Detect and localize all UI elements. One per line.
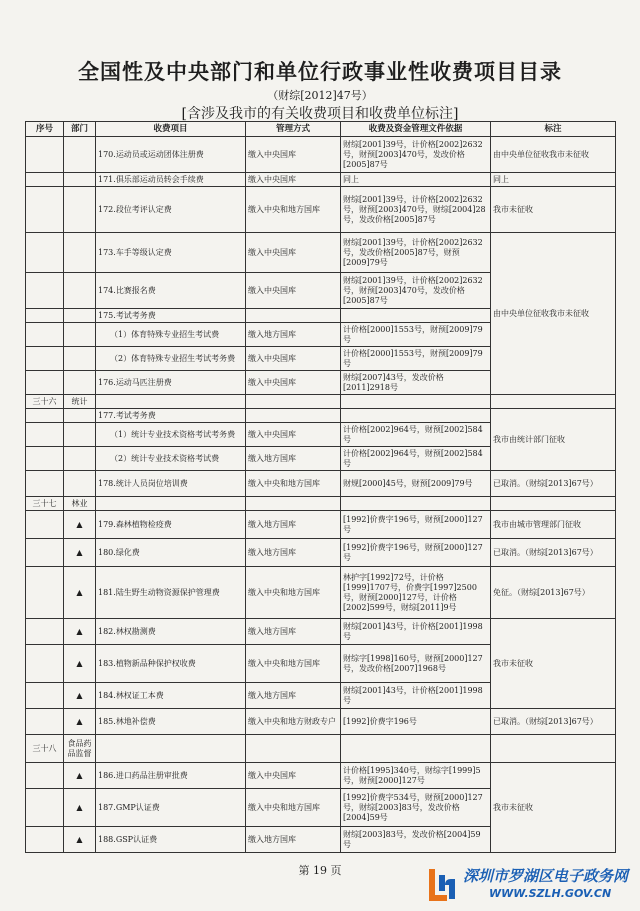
watermark-cn: 深圳市罗湖区电子政务网 <box>463 867 629 885</box>
watermark-en: WWW.SZLH.GOV.CN <box>489 887 612 900</box>
seq-cell <box>26 273 64 309</box>
basis-cell: 财综[2003]83号，发改价格[2004]59号 <box>341 827 491 853</box>
mark-cell: ▲ <box>64 789 96 827</box>
seq-cell <box>26 187 64 233</box>
table-row <box>26 763 616 789</box>
seq-cell <box>26 409 64 423</box>
table-row <box>26 137 616 173</box>
basis-cell: 财综[2001]39号，计价格[2002]2632号，财预[2003]470号，发改价格[2005]87号 <box>341 273 491 309</box>
basis-cell: 财综[2001]39号，计价格[2002]2632号，发改价格[2005]87号，财预[2009]79号 <box>341 233 491 273</box>
watermark-logo <box>425 863 635 907</box>
mark-cell: ▲ <box>64 709 96 735</box>
table-row <box>26 471 616 497</box>
basis-cell: [1992]价费字196号 <box>341 709 491 735</box>
seq-cell <box>26 137 64 173</box>
remark-cell: 已取消。（财综[2013]67号） <box>491 471 616 497</box>
mgmt-cell: 缴入中央国库 <box>246 347 341 371</box>
mgmt-cell: 缴入中央和地方国库 <box>246 789 341 827</box>
dept-cell: 统计 <box>64 395 96 409</box>
seq-cell <box>26 347 64 371</box>
basis-cell <box>341 497 491 511</box>
item-cell: 177.考试考务费 <box>96 409 246 423</box>
seq-cell <box>26 423 64 447</box>
mgmt-cell <box>246 497 341 511</box>
dept-cell <box>64 347 96 371</box>
item-cell: 183.植物新品种保护权收费 <box>96 645 246 683</box>
dept-cell <box>64 371 96 395</box>
basis-cell: [1992]价费字534号，财预[2000]127号，财综[2003]83号，发改价格[2004]59号 <box>341 789 491 827</box>
item-cell: 176.运动马匹注册费 <box>96 371 246 395</box>
basis-cell <box>341 309 491 323</box>
mgmt-cell: 缴入地方国库 <box>246 619 341 645</box>
remark-cell: 已取消。（财综[2013]67号） <box>491 539 616 567</box>
item-cell: （2）统计专业技术资格考试费 <box>96 447 246 471</box>
basis-cell: 财综[2001]43号，计价格[2001]1998号 <box>341 683 491 709</box>
mgmt-cell: 缴入中央国库 <box>246 137 341 173</box>
seq-cell: 三十六 <box>26 395 64 409</box>
remark-cell: 我市未征收 <box>491 187 616 233</box>
dept-cell <box>64 323 96 347</box>
item-cell: 184.林权证工本费 <box>96 683 246 709</box>
seq-cell <box>26 709 64 735</box>
item-cell: 172.段位考评认定费 <box>96 187 246 233</box>
seq-cell <box>26 447 64 471</box>
item-cell <box>96 735 246 763</box>
item-cell: 170.运动员或运动团体注册费 <box>96 137 246 173</box>
seq-cell <box>26 371 64 395</box>
basis-cell: 财综[2007]43号，发改价格[2011]2918号 <box>341 371 491 395</box>
remark-cell: 由中央单位征收我市未征收 <box>491 137 616 173</box>
basis-cell <box>341 395 491 409</box>
col-header-dept: 部门 <box>64 122 96 137</box>
remark-cell: 我市由城市管理部门征收 <box>491 511 616 539</box>
basis-cell: 计价格[2002]964号，财预[2002]584号 <box>341 423 491 447</box>
item-cell: 175.考试考务费 <box>96 309 246 323</box>
dept-cell <box>64 137 96 173</box>
dept-row <box>26 395 616 409</box>
table-row <box>26 173 616 187</box>
seq-cell <box>26 827 64 853</box>
dept-cell <box>64 423 96 447</box>
dept-cell <box>64 447 96 471</box>
remark-cell <box>491 395 616 409</box>
table-row <box>26 709 616 735</box>
dept-cell <box>64 233 96 273</box>
basis-cell: 财综[2001]39号，计价格[2002]2632号，财预[2003]470号，财综[2004]28号，发改价格[2005]87号 <box>341 187 491 233</box>
dept-cell <box>64 187 96 233</box>
table-row <box>26 567 616 619</box>
remark-cell: 同上 <box>491 173 616 187</box>
mark-cell: ▲ <box>64 539 96 567</box>
remark-cell: 我市未征收 <box>491 619 616 709</box>
seq-cell <box>26 233 64 273</box>
mgmt-cell: 缴入中央国库 <box>246 273 341 309</box>
mgmt-cell: 缴入中央和地方国库 <box>246 471 341 497</box>
remark-cell: 免征。（财综[2013]67号） <box>491 567 616 619</box>
mgmt-cell: 缴入地方国库 <box>246 827 341 853</box>
seq-cell <box>26 323 64 347</box>
seq-cell <box>26 683 64 709</box>
item-cell: 180.绿化费 <box>96 539 246 567</box>
item-cell: 181.陆生野生动物资源保护管理费 <box>96 567 246 619</box>
basis-cell: 财综[2001]39号，计价格[2002]2632号，财预[2003]470号，发改价格[2005]87号 <box>341 137 491 173</box>
mgmt-cell: 缴入地方国库 <box>246 323 341 347</box>
item-cell: （2）体育特殊专业招生考试考务费 <box>96 347 246 371</box>
mgmt-cell <box>246 735 341 763</box>
mgmt-cell: 缴入地方国库 <box>246 539 341 567</box>
seq-cell <box>26 567 64 619</box>
remark-cell <box>491 735 616 763</box>
seq-cell <box>26 309 64 323</box>
mark-cell: ▲ <box>64 645 96 683</box>
remark-cell <box>491 497 616 511</box>
mgmt-cell: 缴入中央和地方国库 <box>246 645 341 683</box>
seq-cell <box>26 645 64 683</box>
dept-cell <box>64 471 96 497</box>
dept-row <box>26 735 616 763</box>
remark-cell: 由中央单位征收我市未征收 <box>491 233 616 395</box>
mark-cell: ▲ <box>64 567 96 619</box>
table-row <box>26 409 616 423</box>
lh-logo-icon <box>425 865 459 903</box>
table-row <box>26 187 616 233</box>
mgmt-cell: 缴入中央国库 <box>246 233 341 273</box>
mgmt-cell <box>246 395 341 409</box>
basis-cell: 同上 <box>341 173 491 187</box>
document-subtitle: （财综[2012]47号） <box>267 89 373 102</box>
seq-cell <box>26 471 64 497</box>
item-cell: （1）统计专业技术资格考试考务费 <box>96 423 246 447</box>
mgmt-cell: 缴入中央国库 <box>246 763 341 789</box>
table-row <box>26 511 616 539</box>
mgmt-cell: 缴入地方国库 <box>246 511 341 539</box>
basis-cell: 计价格[2002]964号，财预[2002]584号 <box>341 447 491 471</box>
mgmt-cell: 缴入中央和地方财政专户 <box>246 709 341 735</box>
basis-cell: 财综[2001]43号，计价格[2001]1998号 <box>341 619 491 645</box>
seq-cell: 三十七 <box>26 497 64 511</box>
table-row <box>26 233 616 273</box>
item-cell: 186.进口药品注册审批费 <box>96 763 246 789</box>
col-header-item: 收费项目 <box>96 122 246 137</box>
dept-cell <box>64 273 96 309</box>
basis-cell: [1992]价费字196号，财预[2000]127号 <box>341 511 491 539</box>
mgmt-cell: 缴入中央国库 <box>246 371 341 395</box>
mgmt-cell <box>246 409 341 423</box>
mgmt-cell: 缴入地方国库 <box>246 683 341 709</box>
col-header-mgmt: 管理方式 <box>246 122 341 137</box>
mark-cell: ▲ <box>64 683 96 709</box>
mgmt-cell: 缴入中央和地方国库 <box>246 187 341 233</box>
seq-cell <box>26 763 64 789</box>
basis-cell: 财规[2000]45号，财预[2009]79号 <box>341 471 491 497</box>
item-cell: 173.车手等级认定费 <box>96 233 246 273</box>
seq-cell <box>26 619 64 645</box>
basis-cell: [1992]价费字196号，财预[2000]127号 <box>341 539 491 567</box>
mgmt-cell: 缴入中央国库 <box>246 423 341 447</box>
mark-cell: ▲ <box>64 763 96 789</box>
dept-cell: 林业 <box>64 497 96 511</box>
basis-cell: 计价格[1995]340号，财综字[1999]5号，财预[2000]127号 <box>341 763 491 789</box>
seq-cell: 三十八 <box>26 735 64 763</box>
seq-cell <box>26 511 64 539</box>
page-number: 第 19 页 <box>298 864 342 877</box>
dept-cell: 食品药品监督 <box>64 735 96 763</box>
item-cell: 178.统计人员岗位培训费 <box>96 471 246 497</box>
col-header-remark: 标注 <box>491 122 616 137</box>
document-title: 全国性及中央部门和单位行政事业性收费项目目录 <box>78 60 562 84</box>
basis-cell: 林护字[1992]72号，计价格[1999]1707号，价费字[1997]2500号，财预[2000]127号，计价格[2002]599号，财综[2011]9号 <box>341 567 491 619</box>
seq-cell <box>26 173 64 187</box>
mgmt-cell: 缴入中央和地方国库 <box>246 567 341 619</box>
remark-cell: 我市未征收 <box>491 763 616 853</box>
mark-cell: ▲ <box>64 827 96 853</box>
table-row <box>26 539 616 567</box>
table-header-row <box>26 122 616 137</box>
mgmt-cell: 缴入中央国库 <box>246 173 341 187</box>
item-cell <box>96 497 246 511</box>
item-cell: 188.GSP认证费 <box>96 827 246 853</box>
dept-cell <box>64 409 96 423</box>
document-note: [含涉及我市的有关收费项目和收费单位标注] <box>181 106 459 122</box>
basis-cell: 计价格[2000]1553号，财预[2009]79号 <box>341 323 491 347</box>
item-cell: 171.俱乐部运动员转会手续费 <box>96 173 246 187</box>
remark-cell: 我市由统计部门征收 <box>491 409 616 471</box>
basis-cell: 计价格[2000]1553号，财预[2009]79号 <box>341 347 491 371</box>
basis-cell: 财综字[1998]160号，财预[2000]127号，发改价格[2007]1968号 <box>341 645 491 683</box>
item-cell: 179.森林植物检疫费 <box>96 511 246 539</box>
item-cell: 182.林权勘测费 <box>96 619 246 645</box>
dept-cell <box>64 173 96 187</box>
item-cell: 174.比赛报名费 <box>96 273 246 309</box>
dept-row <box>26 497 616 511</box>
col-header-basis: 收费及资金管理文件依据 <box>341 122 491 137</box>
item-cell: 185.林地补偿费 <box>96 709 246 735</box>
dept-cell <box>64 309 96 323</box>
mgmt-cell <box>246 309 341 323</box>
col-header-seq: 序号 <box>26 122 64 137</box>
fee-table <box>25 121 616 853</box>
seq-cell <box>26 539 64 567</box>
item-cell: （1）体育特殊专业招生考试费 <box>96 323 246 347</box>
basis-cell <box>341 409 491 423</box>
table-row <box>26 619 616 645</box>
mark-cell: ▲ <box>64 619 96 645</box>
seq-cell <box>26 789 64 827</box>
remark-cell: 已取消。（财综[2013]67号） <box>491 709 616 735</box>
basis-cell <box>341 735 491 763</box>
item-cell: 187.GMP认证费 <box>96 789 246 827</box>
mark-cell: ▲ <box>64 511 96 539</box>
item-cell <box>96 395 246 409</box>
mgmt-cell: 缴入地方国库 <box>246 447 341 471</box>
